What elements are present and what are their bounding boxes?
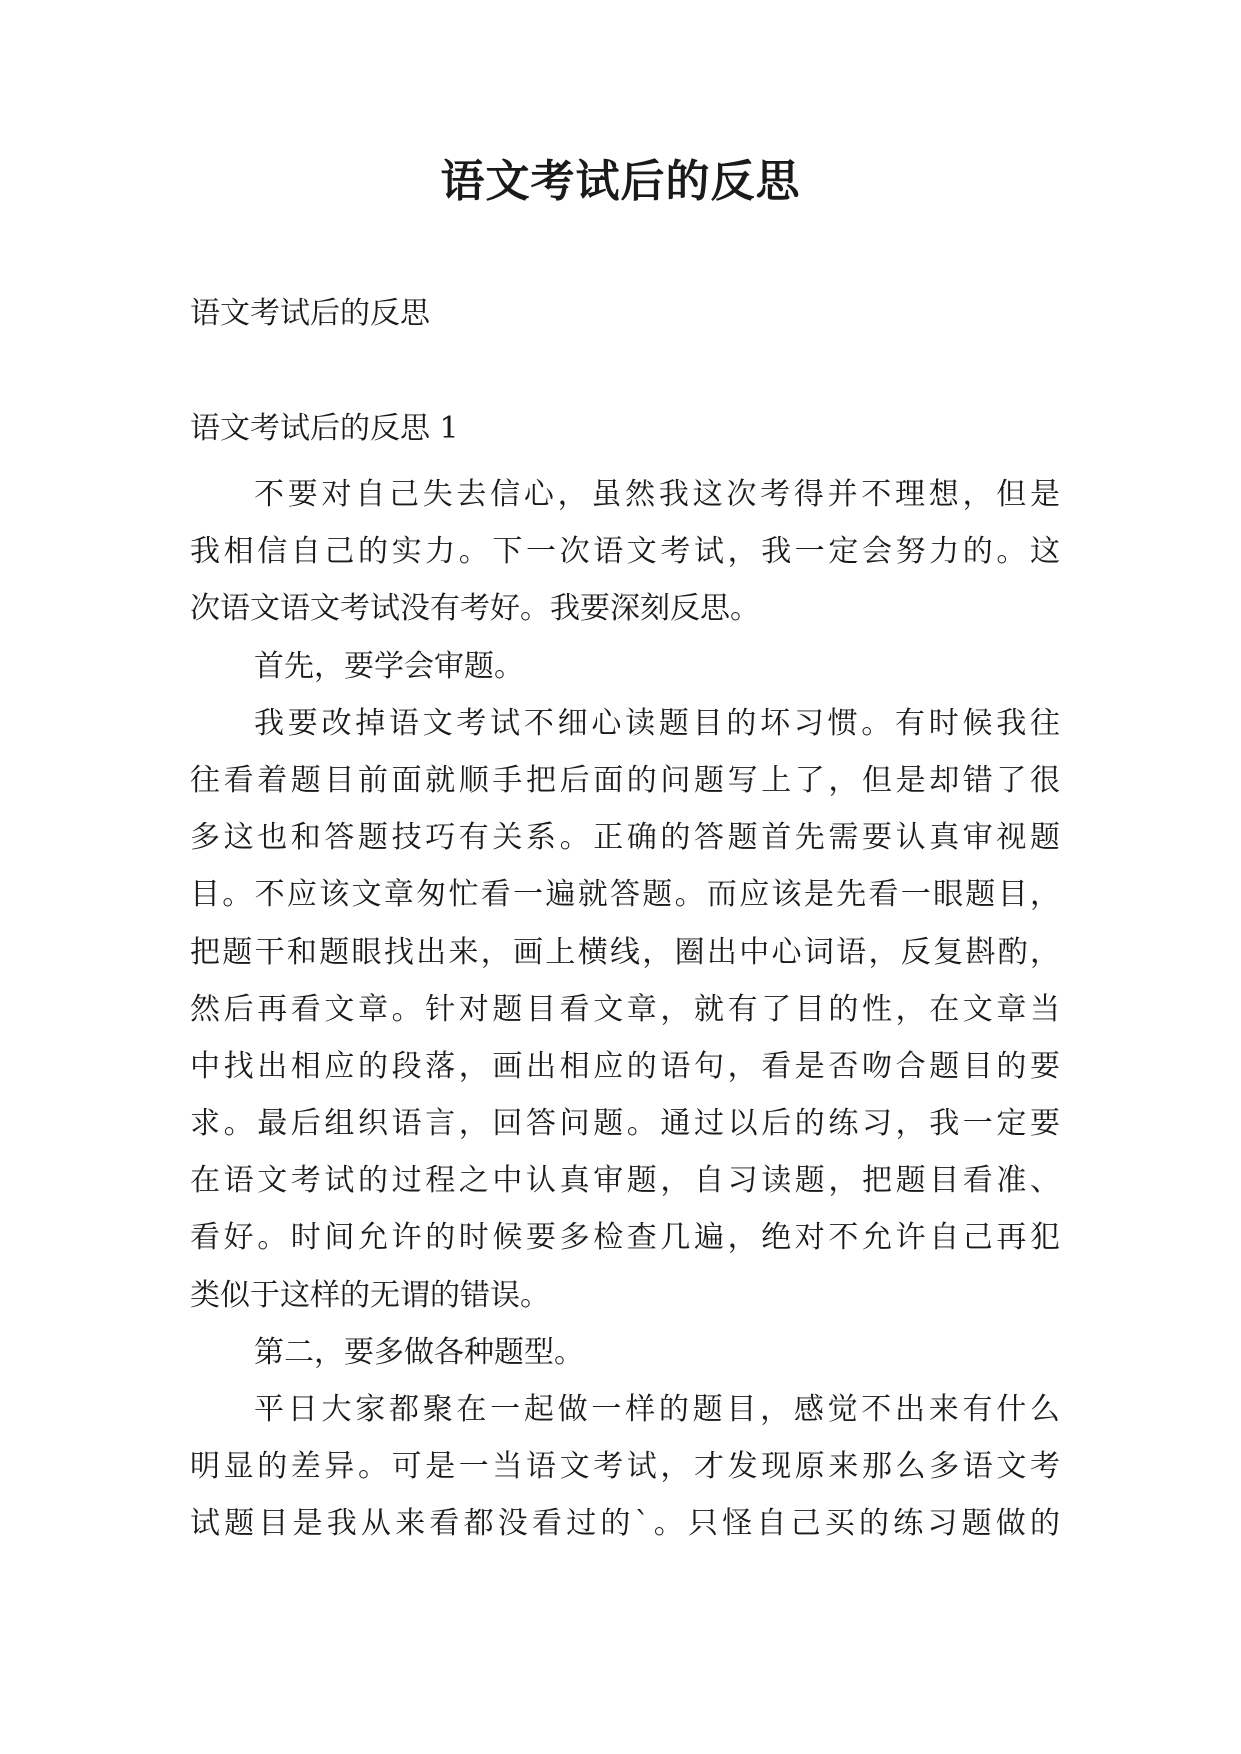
paragraph-line: 看好。时间允许的时候要多检查几遍，绝对不允许自己再犯 (190, 1220, 1060, 1256)
paragraph-line: 首先，要学会审题。 (254, 648, 524, 684)
paragraph-line: 第二，要多做各种题型。 (254, 1334, 584, 1370)
paragraph-line: 类似于这样的无谓的错误。 (190, 1277, 550, 1313)
paragraph-line: 次语文语文考试没有考好。我要深刻反思。 (190, 591, 760, 627)
paragraph-line: 目。不应该文章匆忙看一遍就答题。而应该是先看一眼题目， (190, 877, 1060, 913)
paragraph-line: 求。最后组织语言，回答问题。通过以后的练习，我一定要 (190, 1106, 1060, 1142)
document-title: 语文考试后的反思 (440, 156, 801, 207)
paragraph-line: 把题干和题眼找出来，画上横线，圈出中心词语，反复斟酌， (190, 934, 1060, 970)
section-heading: 语文考试后的反思 1 (190, 411, 459, 446)
paragraph-line: 在语文考试的过程之中认真审题，自习读题，把题目看准、 (190, 1163, 1060, 1199)
paragraph-line: 试题目是我从来看都没看过的`。只怪自己买的练习题做的 (190, 1506, 1060, 1542)
paragraph-line: 不要对自己失去信心，虽然我这次考得并不理想，但是 (254, 477, 1060, 512)
paragraph-line: 然后再看文章。针对题目看文章，就有了目的性，在文章当 (190, 991, 1060, 1027)
paragraph-line: 往看着题目前面就顺手把后面的问题写上了，但是却错了很 (190, 762, 1060, 798)
paragraph-line: 我相信自己的实力。下一次语文考试，我一定会努力的。这 (190, 534, 1060, 570)
document-subtitle: 语文考试后的反思 (190, 296, 430, 331)
document-body (190, 466, 1060, 1553)
paragraph-line: 平日大家都聚在一起做一样的题目，感觉不出来有什么 (254, 1392, 1060, 1427)
paragraph-line: 明显的差异。可是一当语文考试，才发现原来那么多语文考 (190, 1449, 1060, 1485)
paragraph-line: 我要改掉语文考试不细心读题目的坏习惯。有时候我往 (254, 705, 1060, 741)
paragraph-line: 中找出相应的段落，画出相应的语句，看是否吻合题目的要 (190, 1048, 1060, 1084)
paragraph-line: 多这也和答题技巧有关系。正确的答题首先需要认真审视题 (190, 820, 1060, 856)
